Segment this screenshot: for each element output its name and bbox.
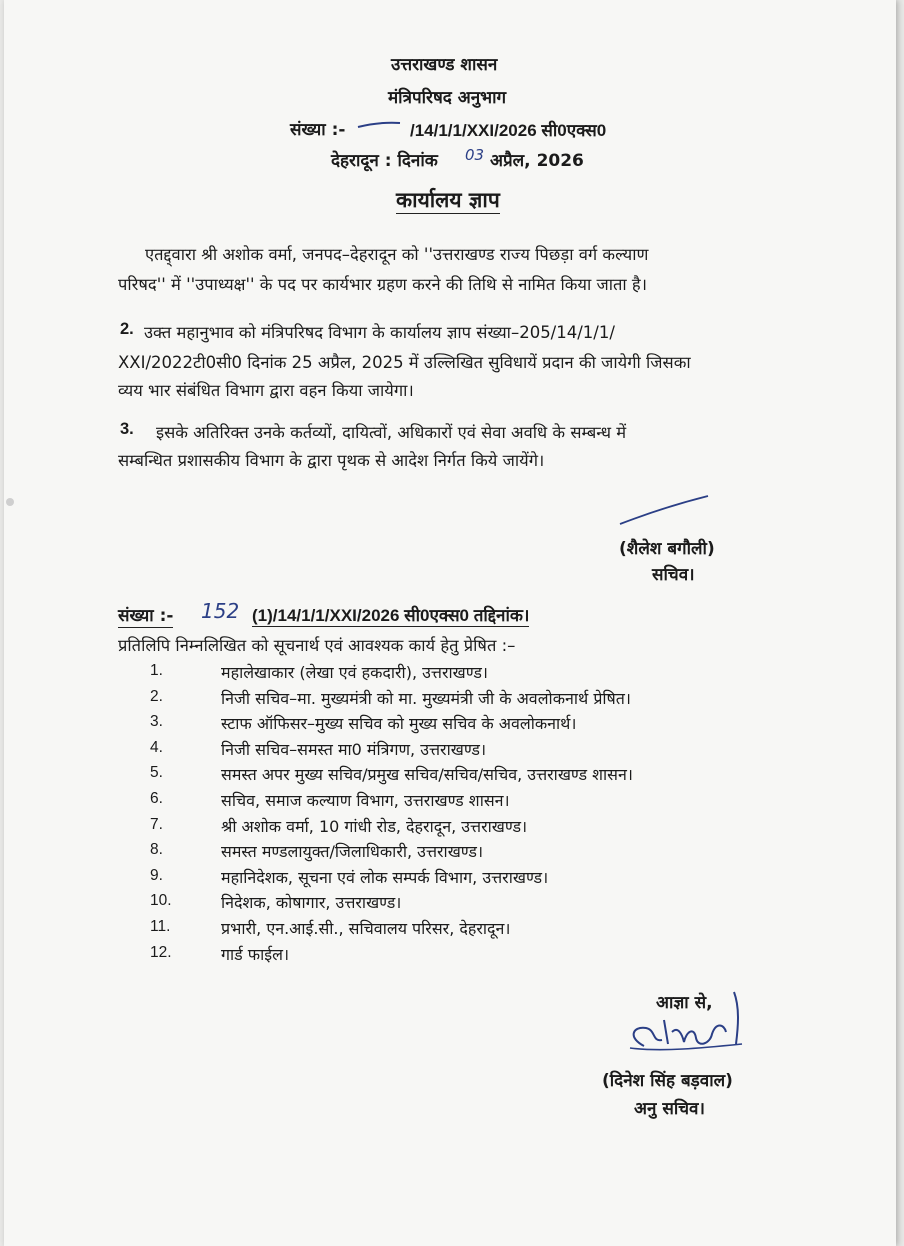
copy-reference-label: संख्या :-	[118, 606, 174, 626]
paragraph-1-line-1: एतद्द्वारा श्री अशोक वर्मा, जनपद–देहरादून को ''उत्तराखण्ड राज्य पिछड़ा वर्ग कल्याण	[145, 245, 649, 264]
document-title-text: कार्यालय ज्ञाप	[396, 188, 500, 212]
copy-item-number: 9.	[150, 867, 163, 884]
copy-item-number: 7.	[150, 816, 163, 833]
copy-item-text: गार्ड फाईल।	[221, 945, 290, 964]
paragraph-3-line-1: इसके अतिरिक्त उनके कर्तव्यों, दायित्वों, अधिकारों एवं सेवा अवधि के सम्बन्ध में	[156, 423, 627, 442]
signature-1-stroke	[616, 492, 712, 530]
copy-item-text: प्रभारी, एन.आई.सी., सचिवालय परिसर, देहरादून।	[221, 919, 511, 938]
copy-reference-line	[118, 603, 173, 626]
copy-item-number: 11.	[150, 918, 171, 935]
copy-item-text: निजी सचिव–मा. मुख्यमंत्री को मा. मुख्यमंत्री जी के अवलोकनार्थ प्रेषित।	[221, 689, 631, 708]
copy-item-text: निजी सचिव–समस्त मा0 मंत्रिगण, उत्तराखण्ड।	[221, 740, 487, 759]
paragraph-2-number: 2.	[120, 320, 134, 338]
copy-item-number: 4.	[150, 739, 163, 756]
copy-item-text: महानिदेशक, सूचना एवं लोक सम्पर्क विभाग, उत्तराखण्ड।	[221, 868, 549, 887]
handwritten-dash-mark	[356, 118, 402, 132]
reference-number: /14/1/1/XXI/2026 सी0एक्स0	[410, 121, 607, 140]
handwritten-date-day: 03	[465, 146, 485, 164]
signatory-1-name: (शैलेश बगौली)	[619, 539, 715, 559]
copy-item-text: समस्त अपर मुख्य सचिव/प्रमुख सचिव/सचिव/सचिव, उत्तराखण्ड शासन।	[221, 765, 633, 784]
paragraph-3-line-2: सम्बन्धित प्रशासकीय विभाग के द्वारा पृथक से आदेश निर्गत किये जायेंगे।	[118, 451, 545, 470]
signatory-2-designation: अनु सचिव।	[634, 1099, 705, 1119]
copy-item-text: महालेखाकार (लेखा एवं हकदारी), उत्तराखण्ड।	[221, 663, 488, 682]
paragraph-2-line-3: व्यय भार संबंधित विभाग द्वारा वहन किया जायेगा।	[118, 381, 414, 400]
paragraph-2-line-2: XXI/2022टी0सी0 दिनांक 25 अप्रैल, 2025 में उल्लिखित सुविधायें प्रदान की जायेगी जिसका	[118, 353, 691, 372]
copy-item-number: 1.	[150, 662, 163, 679]
copy-item-number: 8.	[150, 841, 163, 858]
paragraph-1-line-2: परिषद'' में ''उपाध्यक्ष'' के पद पर कार्यभार ग्रहण करने की तिथि से नामित किया जाता है।	[118, 275, 647, 294]
paragraph-3-number: 3.	[120, 420, 134, 438]
copy-item-number: 12.	[150, 944, 172, 961]
copy-item-text: समस्त मण्डलायुक्त/जिलाधिकारी, उत्तराखण्ड।	[221, 842, 484, 861]
signatory-1-designation: सचिव।	[652, 565, 695, 585]
copy-handwritten-number: 152	[201, 599, 240, 623]
copy-item-number: 5.	[150, 764, 163, 781]
signature-2-stroke	[622, 988, 752, 1056]
reference-label: संख्या :-	[290, 120, 346, 140]
copy-intro: प्रतिलिपि निम्नलिखित को सूचनार्थ एवं आवश्यक कार्य हेतु प्रेषित :–	[118, 636, 516, 655]
copy-item-number: 10.	[150, 892, 172, 909]
date-month-year: अप्रैल, 2026	[490, 151, 584, 171]
copy-item-number: 3.	[150, 713, 163, 730]
paragraph-2-line-1: उक्त महानुभाव को मंत्रिपरिषद विभाग के कार्यालय ज्ञाप संख्या–205/14/1/1/	[144, 323, 615, 342]
copy-reference-rest-text: (1)/14/1/1/XXI/2026 सी0एक्स0 तद्दिनांक।	[252, 606, 530, 625]
place-date-prefix: देहरादून : दिनांक	[331, 151, 438, 171]
copy-item-number: 2.	[150, 688, 163, 705]
by-order-text: आज्ञा से,	[656, 993, 713, 1013]
header-government: उत्तराखण्ड शासन	[391, 55, 498, 75]
document-title	[396, 186, 500, 214]
signatory-2-name: (दिनेश सिंह बड़वाल)	[602, 1071, 733, 1091]
copy-item-text: श्री अशोक वर्मा, 10 गांधी रोड, देहरादून, उत्तराखण्ड।	[221, 817, 528, 836]
copy-item-text: सचिव, समाज कल्याण विभाग, उत्तराखण्ड शासन।	[221, 791, 510, 810]
copy-item-text: स्टाफ ऑफिसर–मुख्य सचिव को मुख्य सचिव के अवलोकनार्थ।	[221, 714, 577, 733]
copy-item-text: निदेशक, कोषागार, उत्तराखण्ड।	[221, 893, 402, 912]
punch-hole-mark	[6, 498, 14, 506]
copy-reference-rest	[252, 603, 529, 626]
header-section: मंत्रिपरिषद अनुभाग	[388, 88, 507, 108]
copy-item-number: 6.	[150, 790, 163, 807]
document-page	[4, 0, 896, 1246]
